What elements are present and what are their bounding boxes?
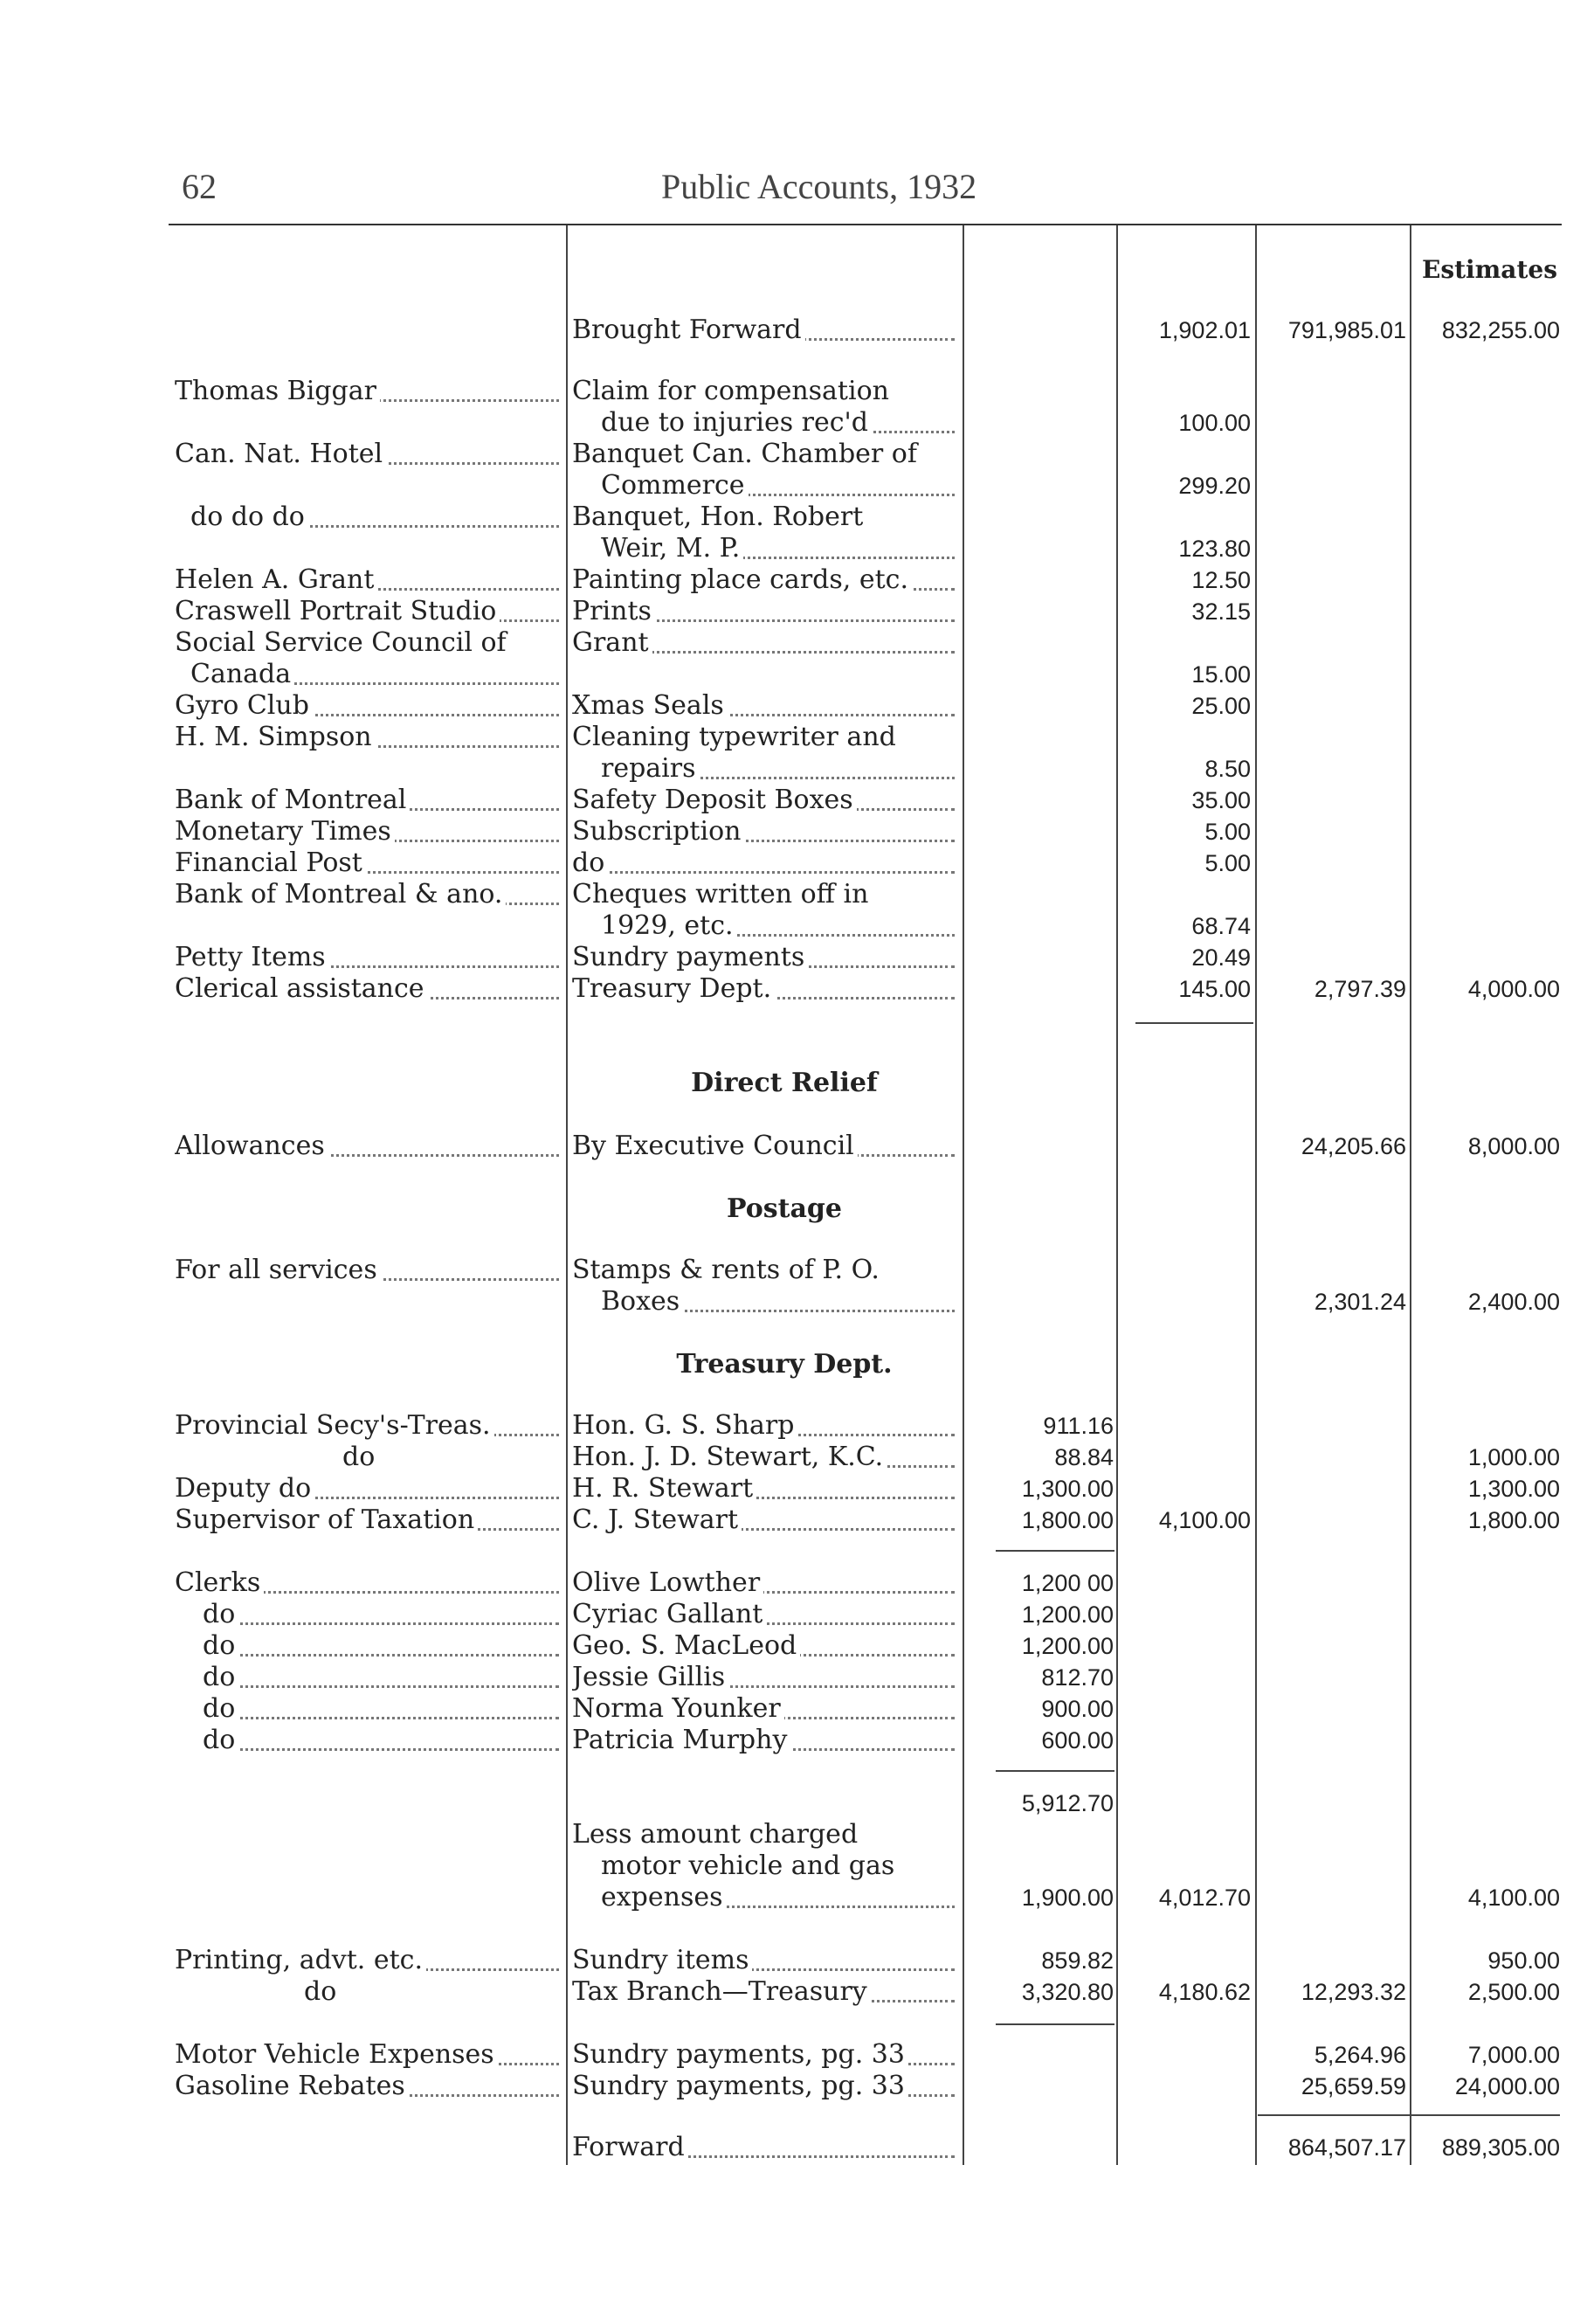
payee-cell: [175, 816, 559, 847]
description-cell-text: Cleaning typewriter and: [572, 722, 900, 752]
payee-cell: [175, 627, 559, 659]
payee-cell: do: [304, 1976, 337, 2007]
subtotal-cell: 1,902.01: [1158, 317, 1251, 343]
amount-cell: 1,200.00: [1021, 1601, 1114, 1628]
payee-cell: [175, 1504, 559, 1536]
description-cell: [572, 1255, 955, 1286]
payee-cell-text: Provincial Secy's-Treas.: [175, 1410, 494, 1441]
description-cell-text: Subscription: [572, 816, 744, 847]
payee-cell-text: Monetary Times: [175, 816, 395, 847]
amount-cell: 600.00: [1041, 1727, 1114, 1753]
amount-cell: 88.84: [1054, 1444, 1114, 1470]
description-cell: [572, 1442, 955, 1473]
total-cell: 24,205.66: [1301, 1133, 1406, 1159]
description-cell: [572, 1410, 955, 1442]
description-cell-text: Cyriac Gallant: [572, 1599, 766, 1629]
description-cell-text: expenses: [601, 1882, 727, 1912]
payee-cell-leader: [203, 1685, 559, 1688]
column-divider: [1116, 225, 1118, 2165]
page-number: 62: [182, 167, 217, 206]
description-cell: [572, 879, 955, 910]
payee-cell-text: do: [203, 1725, 238, 1755]
payee-cell: [175, 1473, 559, 1504]
subtotal-cell: 4,180.62: [1158, 1979, 1251, 2005]
payee-cell: [203, 1599, 559, 1630]
description-cell: [572, 816, 955, 847]
page-title: Public Accounts, 1932: [661, 167, 977, 206]
payee-cell-text: For all services: [175, 1255, 381, 1285]
amount-cell: 1,900.00: [1021, 1885, 1114, 1911]
section-treasury: Treasury Dept.: [676, 1349, 893, 1380]
estimates-header: Estimates: [1422, 255, 1557, 284]
description-cell: [572, 376, 955, 407]
payee-cell-text: Thomas Biggar: [175, 376, 380, 406]
estimate-cell: 889,305.00: [1441, 2134, 1560, 2161]
description-cell: [601, 470, 955, 501]
estimate-cell: 2,500.00: [1467, 1979, 1560, 2005]
section-postage: Postage: [726, 1193, 842, 1224]
amount-cell: 859.82: [1041, 1947, 1114, 1974]
payee-cell-text: Printing, advt. etc.: [175, 1945, 426, 1975]
description-cell: [572, 1131, 955, 1162]
description-cell-text: Geo. S. MacLeod: [572, 1630, 800, 1661]
payee-cell: [175, 376, 559, 407]
payee-cell-text: Gyro Club: [175, 690, 313, 721]
payee-cell: [175, 1131, 559, 1162]
description-cell-text: Boxes: [601, 1286, 683, 1317]
total-cell: 5,264.96: [1314, 2042, 1406, 2068]
payee-cell-text: Clerks: [175, 1567, 264, 1598]
description-cell: [572, 1693, 955, 1725]
payee-cell-text: do: [203, 1662, 238, 1692]
payee-cell: [203, 1693, 559, 1725]
payee-cell: [175, 1410, 559, 1442]
payee-cell: [175, 785, 559, 816]
subtotal-cell: 15.00: [1191, 661, 1251, 688]
payee-cell: [203, 1630, 559, 1662]
payee-cell-text: Allowances: [175, 1131, 328, 1161]
payee-cell-text: Bank of Montreal & ano.: [175, 879, 506, 910]
subtotal-cell: 5.00: [1204, 850, 1251, 876]
description-cell-text: repairs: [601, 753, 700, 784]
column-divider: [566, 225, 568, 2165]
description-cell: [572, 1976, 955, 2008]
payee-cell-text: Craswell Portrait Studio: [175, 596, 500, 626]
description-cell-text: By Executive Council: [572, 1131, 858, 1161]
description-cell: [572, 1945, 955, 1976]
payee-cell: [175, 1567, 559, 1599]
estimate-cell: 4,100.00: [1467, 1885, 1560, 1911]
description-cell: [601, 533, 955, 564]
description-cell-text: do: [572, 847, 608, 878]
description-cell: [572, 1473, 955, 1504]
description-cell-text: Tax Branch—Treasury: [572, 1976, 871, 2007]
payee-cell: [175, 439, 559, 470]
payee-cell: [175, 1255, 559, 1286]
description-cell: [572, 501, 955, 533]
description-cell-text: Olive Lowther: [572, 1567, 763, 1598]
payee-cell: [190, 659, 559, 690]
description-cell-text: Claim for compensation: [572, 376, 893, 406]
payee-cell: [175, 2039, 559, 2071]
description-cell-text: Norma Younker: [572, 1693, 784, 1724]
description-cell-leader: [572, 871, 955, 874]
payee-cell: [175, 690, 559, 722]
payee-cell-text: [175, 1442, 178, 1472]
subtotal-cell: 8.50: [1204, 756, 1251, 782]
description-cell-text: Cheques written off in: [572, 879, 872, 910]
payee-cell-text: Financial Post: [175, 847, 366, 878]
description-cell-text: Weir, M. P.: [601, 533, 743, 564]
payee-cell-text: Supervisor of Taxation: [175, 1504, 478, 1535]
description-cell-text: C. J. Stewart: [572, 1504, 742, 1535]
description-cell-text: Sundry payments: [572, 942, 808, 972]
subtotal-cell: 4,012.70: [1158, 1885, 1251, 1911]
description-cell: [572, 1567, 955, 1599]
payee-cell-text: Can. Nat. Hotel: [175, 439, 386, 469]
subtotal-cell: 35.00: [1191, 787, 1251, 813]
description-cell-text: Hon. G. S. Sharp: [572, 1410, 797, 1441]
subtotal-cell: 123.80: [1178, 536, 1251, 562]
subtotal-cell: 145.00: [1178, 976, 1251, 1002]
description-cell-text: Patricia Murphy: [572, 1725, 790, 1755]
description-cell: [572, 2039, 955, 2071]
description-cell: [601, 407, 955, 439]
description-cell-text: Treasury Dept.: [572, 973, 775, 1004]
description-cell-text: Sundry payments, pg. 33: [572, 2071, 908, 2101]
description-cell: [601, 1286, 955, 1318]
payee-cell-text: do: [203, 1693, 238, 1724]
description-cell: [572, 847, 955, 879]
description-cell: [601, 910, 955, 942]
description-cell-text: Painting place cards, etc.: [572, 564, 912, 595]
amount-cell: 5,912.70: [1021, 1790, 1114, 1816]
payee-cell-leader: [203, 1717, 559, 1719]
payee-cell: [175, 596, 559, 627]
description-cell: [572, 722, 955, 753]
description-cell: [572, 2132, 955, 2163]
estimate-cell: 1,300.00: [1467, 1476, 1560, 1502]
description-cell-text: motor vehicle and gas: [601, 1850, 898, 1881]
description-cell-text: Safety Deposit Boxes: [572, 785, 857, 815]
description-cell: [572, 2071, 955, 2102]
subtotal-cell: 100.00: [1178, 410, 1251, 436]
subtotal-cell: 4,100.00: [1158, 1507, 1251, 1533]
payee-cell: [175, 2071, 559, 2102]
subtotal-cell: 5.00: [1204, 819, 1251, 845]
payee-cell-leader: [203, 1748, 559, 1751]
column-divider: [963, 225, 964, 2165]
payee-cell-text: do: [203, 1599, 238, 1629]
description-cell-text: Hon. J. D. Stewart, K.C.: [572, 1442, 887, 1472]
payee-cell-text: Helen A. Grant: [175, 564, 377, 595]
payee-cell-leader: [203, 1654, 559, 1657]
description-cell-text: Sundry items: [572, 1945, 752, 1975]
payee-cell-text: Bank of Montreal: [175, 785, 410, 815]
subtotal-cell: 68.74: [1191, 913, 1251, 939]
estimate-cell: 1,000.00: [1467, 1444, 1560, 1470]
description-cell: [572, 942, 955, 973]
description-cell: [601, 1850, 955, 1882]
payee-cell-text: H. M. Simpson: [175, 722, 376, 752]
payee-cell-text: Petty Items: [175, 942, 329, 972]
payee-cell-text: Canada: [190, 659, 294, 689]
header-rule: [169, 224, 1562, 225]
payee-cell: do: [342, 1442, 376, 1472]
estimate-cell: 1,800.00: [1467, 1507, 1560, 1533]
description-cell: [572, 785, 955, 816]
estimate-cell: 2,400.00: [1467, 1289, 1560, 1315]
total-cell: 791,985.01: [1287, 317, 1406, 343]
estimate-cell: 8,000.00: [1467, 1133, 1560, 1159]
payee-cell: [175, 942, 559, 973]
description-cell: [601, 753, 955, 785]
payee-cell-text: do do do: [190, 501, 308, 532]
amount-cell: 900.00: [1041, 1696, 1114, 1722]
payee-cell: [203, 1662, 559, 1693]
amount-cell: 3,320.80: [1021, 1979, 1114, 2005]
description-cell: [601, 1882, 955, 1913]
payee-cell: [175, 564, 559, 596]
description-cell: [572, 690, 955, 722]
description-cell-text: Banquet Can. Chamber of: [572, 439, 921, 469]
payee-cell: [175, 722, 559, 753]
payee-cell-text: Social Service Council of: [175, 627, 510, 658]
subtotal-cell: 20.49: [1191, 944, 1251, 971]
payee-cell: [190, 501, 559, 533]
payee-cell-text: Gasoline Rebates: [175, 2071, 409, 2101]
amount-cell: 812.70: [1041, 1664, 1114, 1691]
description-cell-text: Banquet, Hon. Robert: [572, 501, 866, 532]
description-cell: [572, 596, 955, 627]
estimate-cell: 24,000.00: [1454, 2073, 1560, 2099]
subtotal-cell: 25.00: [1191, 693, 1251, 719]
estimate-cell: 832,255.00: [1441, 317, 1560, 343]
payee-cell: [175, 879, 559, 910]
total-cell: 864,507.17: [1287, 2134, 1406, 2161]
description-cell: [572, 564, 955, 596]
description-cell-text: 1929, etc.: [601, 910, 737, 941]
description-cell-text: H. R. Stewart: [572, 1473, 756, 1504]
amount-cell: 1,200 00: [1021, 1570, 1114, 1596]
description-cell-text: Sundry payments, pg. 33: [572, 2039, 908, 2070]
payee-cell-text: Clerical assistance: [175, 973, 428, 1004]
description-cell-text: due to injuries rec'd: [601, 407, 872, 438]
description-cell: [572, 1504, 955, 1536]
column-divider: [1410, 225, 1411, 2165]
description-cell-text: Stamps & rents of P. O.: [572, 1255, 883, 1285]
description-cell-text: Forward: [572, 2132, 688, 2162]
description-cell: [572, 1599, 955, 1630]
description-cell: [572, 439, 955, 470]
description-cell-text: Grant: [572, 627, 652, 658]
subtotal-cell: 12.50: [1191, 567, 1251, 593]
description-cell-text: Less amount charged: [572, 1819, 861, 1850]
estimate-cell: 950.00: [1487, 1947, 1560, 1974]
description-cell-text: Commerce: [601, 470, 749, 501]
payee-cell: [175, 847, 559, 879]
sum-rule: [996, 1770, 1114, 1772]
sum-rule: [996, 1550, 1114, 1552]
description-cell-text: Xmas Seals: [572, 690, 728, 721]
total-cell: 12,293.32: [1301, 1979, 1406, 2005]
description-cell: [572, 973, 955, 1005]
estimate-cell: 4,000.00: [1467, 976, 1560, 1002]
subtotal-cell: 32.15: [1191, 598, 1251, 625]
payee-cell-text: Deputy do: [175, 1473, 314, 1504]
description-cell-text: Brought Forward: [572, 315, 805, 345]
payee-cell-text: do: [203, 1630, 238, 1661]
payee-cell: [175, 973, 559, 1005]
estimate-cell: 7,000.00: [1467, 2042, 1560, 2068]
sum-rule: [1258, 2114, 1560, 2116]
total-cell: 2,301.24: [1314, 1289, 1406, 1315]
description-cell: [572, 1819, 955, 1850]
total-cell: 2,797.39: [1314, 976, 1406, 1002]
amount-cell: 1,800.00: [1021, 1507, 1114, 1533]
payee-cell-leader: [203, 1622, 559, 1625]
subtotal-cell: 299.20: [1178, 473, 1251, 499]
sum-rule: [996, 2023, 1114, 2025]
payee-cell-text: Motor Vehicle Expenses: [175, 2039, 498, 2070]
total-cell: 25,659.59: [1301, 2073, 1406, 2099]
sum-rule: [1135, 1022, 1253, 1024]
payee-cell: [175, 1945, 559, 1976]
description-cell: [572, 627, 955, 659]
description-cell: [572, 1725, 955, 1756]
description-cell: [572, 1630, 955, 1662]
section-direct-relief: Direct Relief: [691, 1068, 878, 1098]
column-divider: [1255, 225, 1257, 2165]
amount-cell: 1,200.00: [1021, 1633, 1114, 1659]
payee-cell: [203, 1725, 559, 1756]
description-cell-text: Prints: [572, 596, 655, 626]
description-cell-text: Jessie Gillis: [572, 1662, 728, 1692]
amount-cell: 911.16: [1043, 1413, 1114, 1439]
description-cell: [572, 315, 955, 346]
amount-cell: 1,300.00: [1021, 1476, 1114, 1502]
description-cell: [572, 1662, 955, 1693]
